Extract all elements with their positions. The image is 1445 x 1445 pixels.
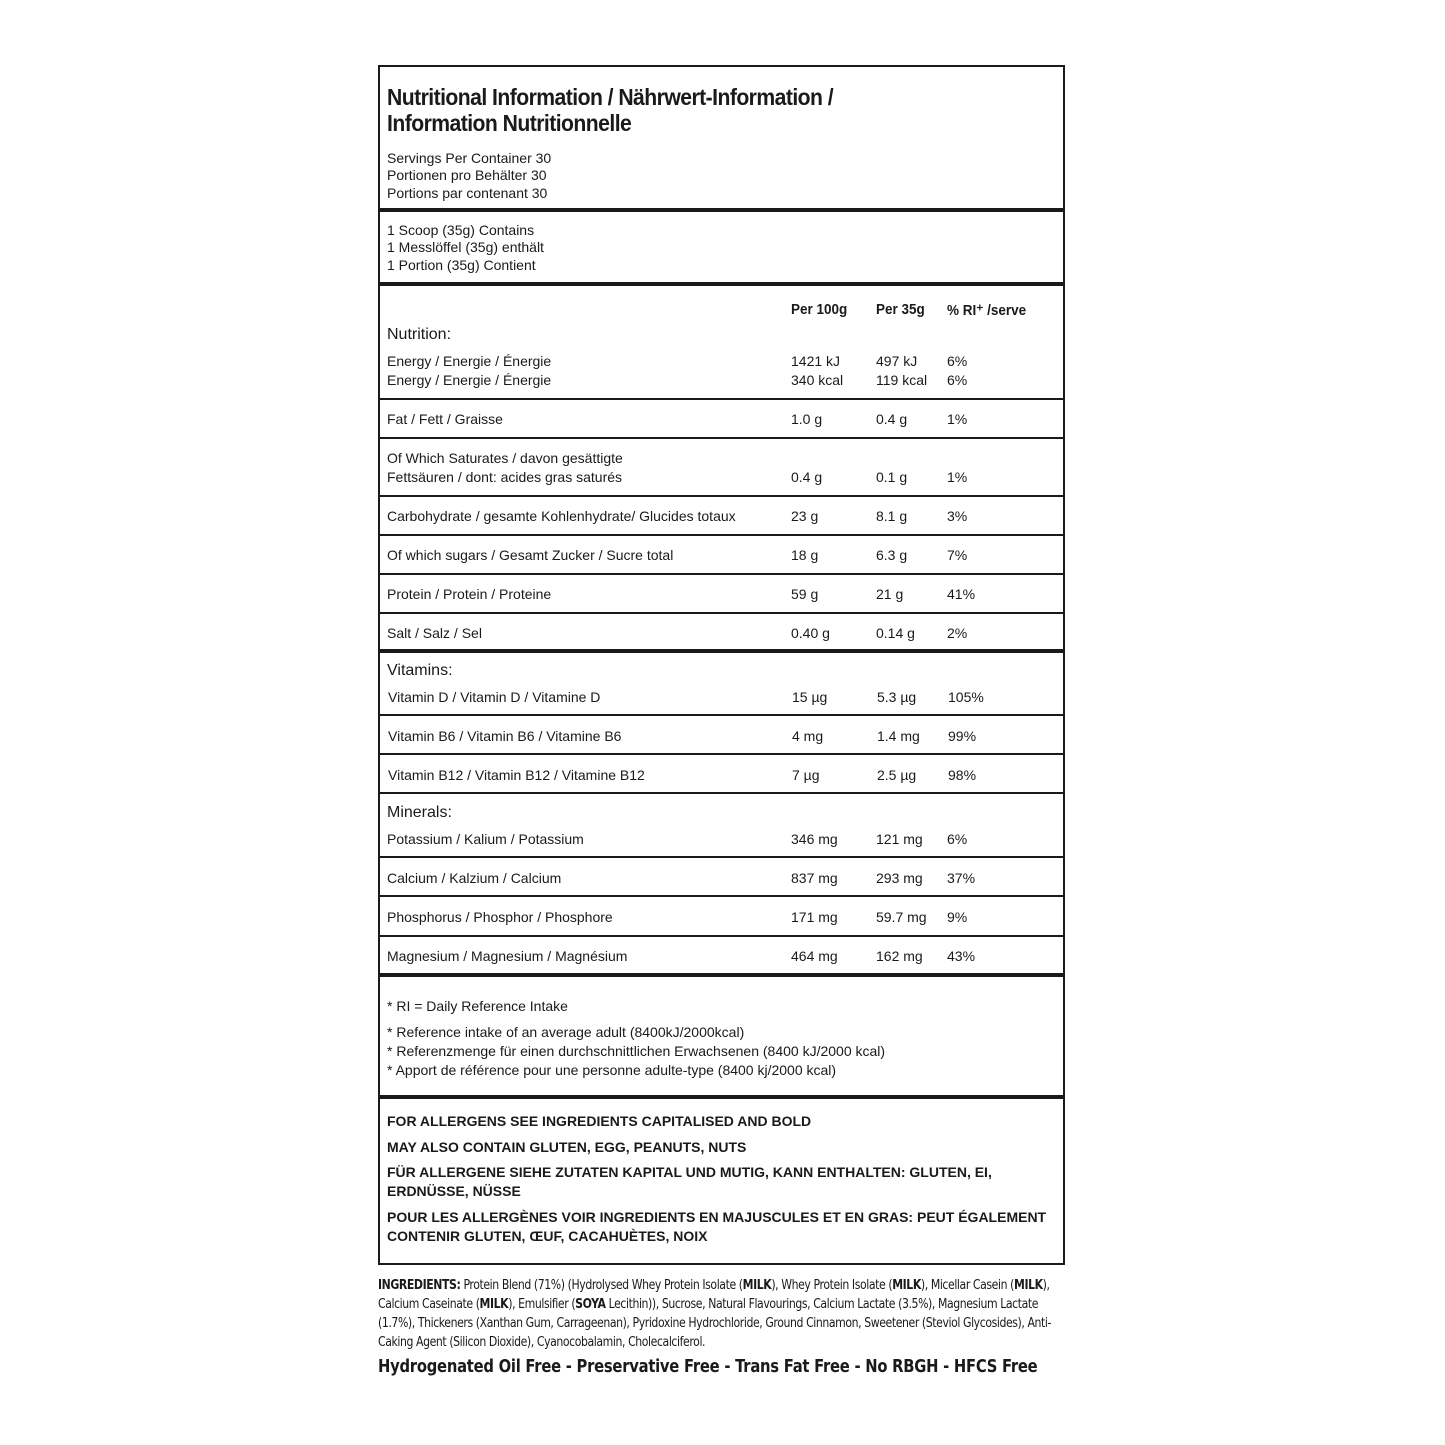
calcium-per100: 837 mg [791, 870, 838, 886]
protein-per35: 21 g [876, 586, 904, 602]
serving-size-fr: 1 Portion (35g) Contient [387, 257, 536, 273]
ingredients-heading: INGREDIENTS: [378, 1278, 461, 1293]
vitamin-b12-per100: 7 µg [792, 767, 820, 783]
row-label-sugars: Of which sugars / Gesamt Zucker / Sucre total [387, 547, 674, 563]
saturates-per35: 0.1 g [876, 469, 908, 485]
salt-per35: 0.14 g [876, 625, 915, 641]
row-label-vitamin-b12: Vitamin B12 / Vitamin B12 / Vitamine B12 [388, 767, 645, 783]
phosphorus-per100: 171 mg [791, 909, 838, 925]
label-title-line2: Information Nutritionnelle [387, 110, 632, 136]
vitamin-b12-ri: 98% [948, 767, 977, 783]
energy-kcal-per100: 340 kcal [791, 372, 844, 388]
vitamin-d-ri: 105% [948, 689, 984, 705]
salt-per100: 0.40 g [791, 625, 830, 641]
divider [380, 856, 1063, 858]
row-label-phosphorus: Phosphorus / Phosphor / Phosphore [387, 909, 613, 925]
divider [380, 612, 1063, 614]
footnote-ri: * RI = Daily Reference Intake [387, 998, 568, 1014]
allergen-notice-en: FOR ALLERGENS SEE INGREDIENTS CAPITALISED AND BOLD [387, 1113, 812, 1129]
divider [380, 573, 1063, 575]
magnesium-per35: 162 mg [876, 948, 923, 964]
allergen-highlight: MILK [479, 1297, 509, 1312]
potassium-ri: 6% [947, 831, 968, 847]
energy-kcal-per35: 119 kcal [876, 372, 928, 388]
servings-en: Servings Per Container 30 [387, 150, 552, 166]
energy-kj-ri: 6% [947, 353, 968, 369]
footnote-fr: * Apport de référence pour une personne adulte-type (8400 kj/2000 kcal) [387, 1062, 837, 1078]
divider [380, 935, 1063, 937]
divider [380, 792, 1063, 794]
phosphorus-per35: 59.7 mg [876, 909, 927, 925]
ingredients-text: ), Whey Protein Isolate ( [771, 1278, 893, 1293]
ingredients-text: Protein Blend (71%) (Hydrolysed Whey Protein Isolate ( [460, 1278, 743, 1293]
magnesium-per100: 464 mg [791, 948, 838, 964]
ingredients-text: ), Micellar Casein ( [920, 1278, 1014, 1293]
row-label-vitamin-d: Vitamin D / Vitamin D / Vitamine D [388, 689, 601, 705]
salt-ri: 2% [947, 625, 968, 641]
free-from-claims: Hydrogenated Oil Free - Preservative Free - Trans Fat Free - No RBGH - HFCS Free [378, 1356, 1038, 1377]
divider [380, 1095, 1063, 1099]
section-heading-nutrition: Nutrition: [387, 326, 452, 343]
row-label-potassium: Potassium / Kalium / Potassium [387, 831, 584, 847]
divider [380, 649, 1063, 653]
allergen-highlight: MILK [742, 1278, 772, 1293]
label-title-line1: Nutritional Information / Nährwert-Information / [387, 84, 834, 110]
servings-de: Portionen pro Behälter 30 [387, 167, 547, 183]
ingredients-text: ), Emulsifier ( [508, 1297, 576, 1312]
row-label-fat: Fat / Fett / Graisse [387, 411, 503, 427]
divider [380, 534, 1063, 536]
phosphorus-ri: 9% [947, 909, 968, 925]
row-label-carbohydrate: Carbohydrate / gesamte Kohlenhydrate/ Glucides totaux [387, 508, 736, 524]
allergen-highlight: MILK [892, 1278, 921, 1293]
ingredients-text: ), Calcium Caseinate ( [378, 1278, 1050, 1312]
allergen-notice-fr: POUR LES ALLERGÈNES VOIR INGREDIENTS EN MAJUSCULES ET EN GRAS: PEUT ÉGALEMENT [387, 1209, 1047, 1225]
row-label-calcium: Calcium / Kalzium / Calcium [387, 870, 562, 886]
below-label [378, 1276, 1068, 1377]
serving-size-en: 1 Scoop (35g) Contains [387, 222, 535, 238]
divider [380, 495, 1063, 497]
divider [380, 895, 1063, 897]
ingredients-text: Lecithin)), Sucrose, Natural Flavourings, Calcium Lactate (3.5%), Magnesium Lactate (1.7%), Thickeners (Xanthan Gum, Carrageenan), Pyridoxine Hydrochloride, Ground Cinnamon, Sweetener (Steviol Glycosides), Anti-Caking Agent (Silicon Dioxide), Cyanocobalamin, Cholecalciferol. [378, 1297, 1052, 1350]
energy-kj-per100: 1421 kJ [791, 353, 841, 369]
divider [380, 398, 1063, 400]
section-heading-vitamins: Vitamins: [387, 662, 453, 679]
row-label-magnesium: Magnesium / Magnesium / Magnésium [387, 948, 628, 964]
vitamin-b6-per35: 1.4 mg [877, 728, 920, 744]
energy-kcal-ri: 6% [947, 372, 968, 388]
allergen-notice-de: FÜR ALLERGENE SIEHE ZUTATEN KAPITAL UND MUTIG, KANN ENTHALTEN: GLUTEN, EI, [387, 1164, 992, 1180]
row-label-energy: Energy / Energie / Énergie [387, 372, 552, 388]
row-label-salt: Salt / Salz / Sel [387, 625, 482, 641]
calcium-per35: 293 mg [876, 870, 923, 886]
vitamin-d-per35: 5.3 µg [877, 689, 917, 705]
protein-per100: 59 g [791, 586, 819, 602]
vitamin-b6-per100: 4 mg [792, 728, 824, 744]
allergen-notice-de-cont: ERDNÜSSE, NÜSSE [387, 1183, 521, 1199]
protein-ri: 41% [947, 586, 976, 602]
nutrition-label [378, 65, 1065, 1265]
row-label-energy: Energy / Energie / Énergie [387, 353, 552, 369]
allergen-highlight: SOYA [575, 1297, 606, 1312]
potassium-per100: 346 mg [791, 831, 838, 847]
fat-ri: 1% [947, 411, 968, 427]
sugars-per35: 6.3 g [876, 547, 908, 563]
potassium-per35: 121 mg [876, 831, 923, 847]
allergen-may-contain: MAY ALSO CONTAIN GLUTEN, EGG, PEANUTS, NUTS [387, 1139, 747, 1155]
allergen-notice-fr-cont: CONTENIR GLUTEN, ŒUF, CACAHUÈTES, NOIX [387, 1228, 708, 1244]
divider [380, 282, 1063, 286]
row-label-protein: Protein / Protein / Proteine [387, 586, 552, 602]
divider [380, 753, 1063, 755]
serving-size-de: 1 Messlöffel (35g) enthält [387, 239, 544, 255]
footnote-en: * Reference intake of an average adult (8400kJ/2000kcal) [387, 1024, 745, 1040]
vitamin-d-per100: 15 µg [792, 689, 828, 705]
section-heading-minerals: Minerals: [387, 804, 452, 821]
magnesium-ri: 43% [947, 948, 976, 964]
carbohydrate-per35: 8.1 g [876, 508, 908, 524]
row-label-saturates: Of Which Saturates / davon gesättigte [387, 450, 623, 466]
saturates-ri: 1% [947, 469, 968, 485]
servings-fr: Portions par contenant 30 [387, 185, 548, 201]
column-header-per100: Per 100g [791, 301, 848, 318]
column-header-ri: % RI⁺ /serve [947, 302, 1027, 319]
carbohydrate-per100: 23 g [791, 508, 819, 524]
fat-per35: 0.4 g [876, 411, 908, 427]
sugars-ri: 7% [947, 547, 968, 563]
fat-per100: 1.0 g [791, 411, 823, 427]
vitamin-b12-per35: 2.5 µg [877, 767, 917, 783]
divider [380, 208, 1063, 212]
energy-kj-per35: 497 kJ [876, 353, 918, 369]
saturates-per100: 0.4 g [791, 469, 823, 485]
allergen-highlight: MILK [1013, 1278, 1043, 1293]
column-header-per35: Per 35g [876, 301, 925, 318]
divider [380, 973, 1063, 977]
ingredients-list [378, 1276, 1067, 1352]
vitamin-b6-ri: 99% [948, 728, 977, 744]
calcium-ri: 37% [947, 870, 976, 886]
divider [380, 714, 1063, 716]
footnote-de: * Referenzmenge für einen durchschnittlichen Erwachsenen (8400 kJ/2000 kcal) [387, 1043, 886, 1059]
row-label-saturates-cont: Fettsäuren / dont: acides gras saturés [387, 469, 623, 485]
row-label-vitamin-b6: Vitamin B6 / Vitamin B6 / Vitamine B6 [388, 728, 622, 744]
carbohydrate-ri: 3% [947, 508, 968, 524]
sugars-per100: 18 g [791, 547, 819, 563]
divider [380, 437, 1063, 439]
